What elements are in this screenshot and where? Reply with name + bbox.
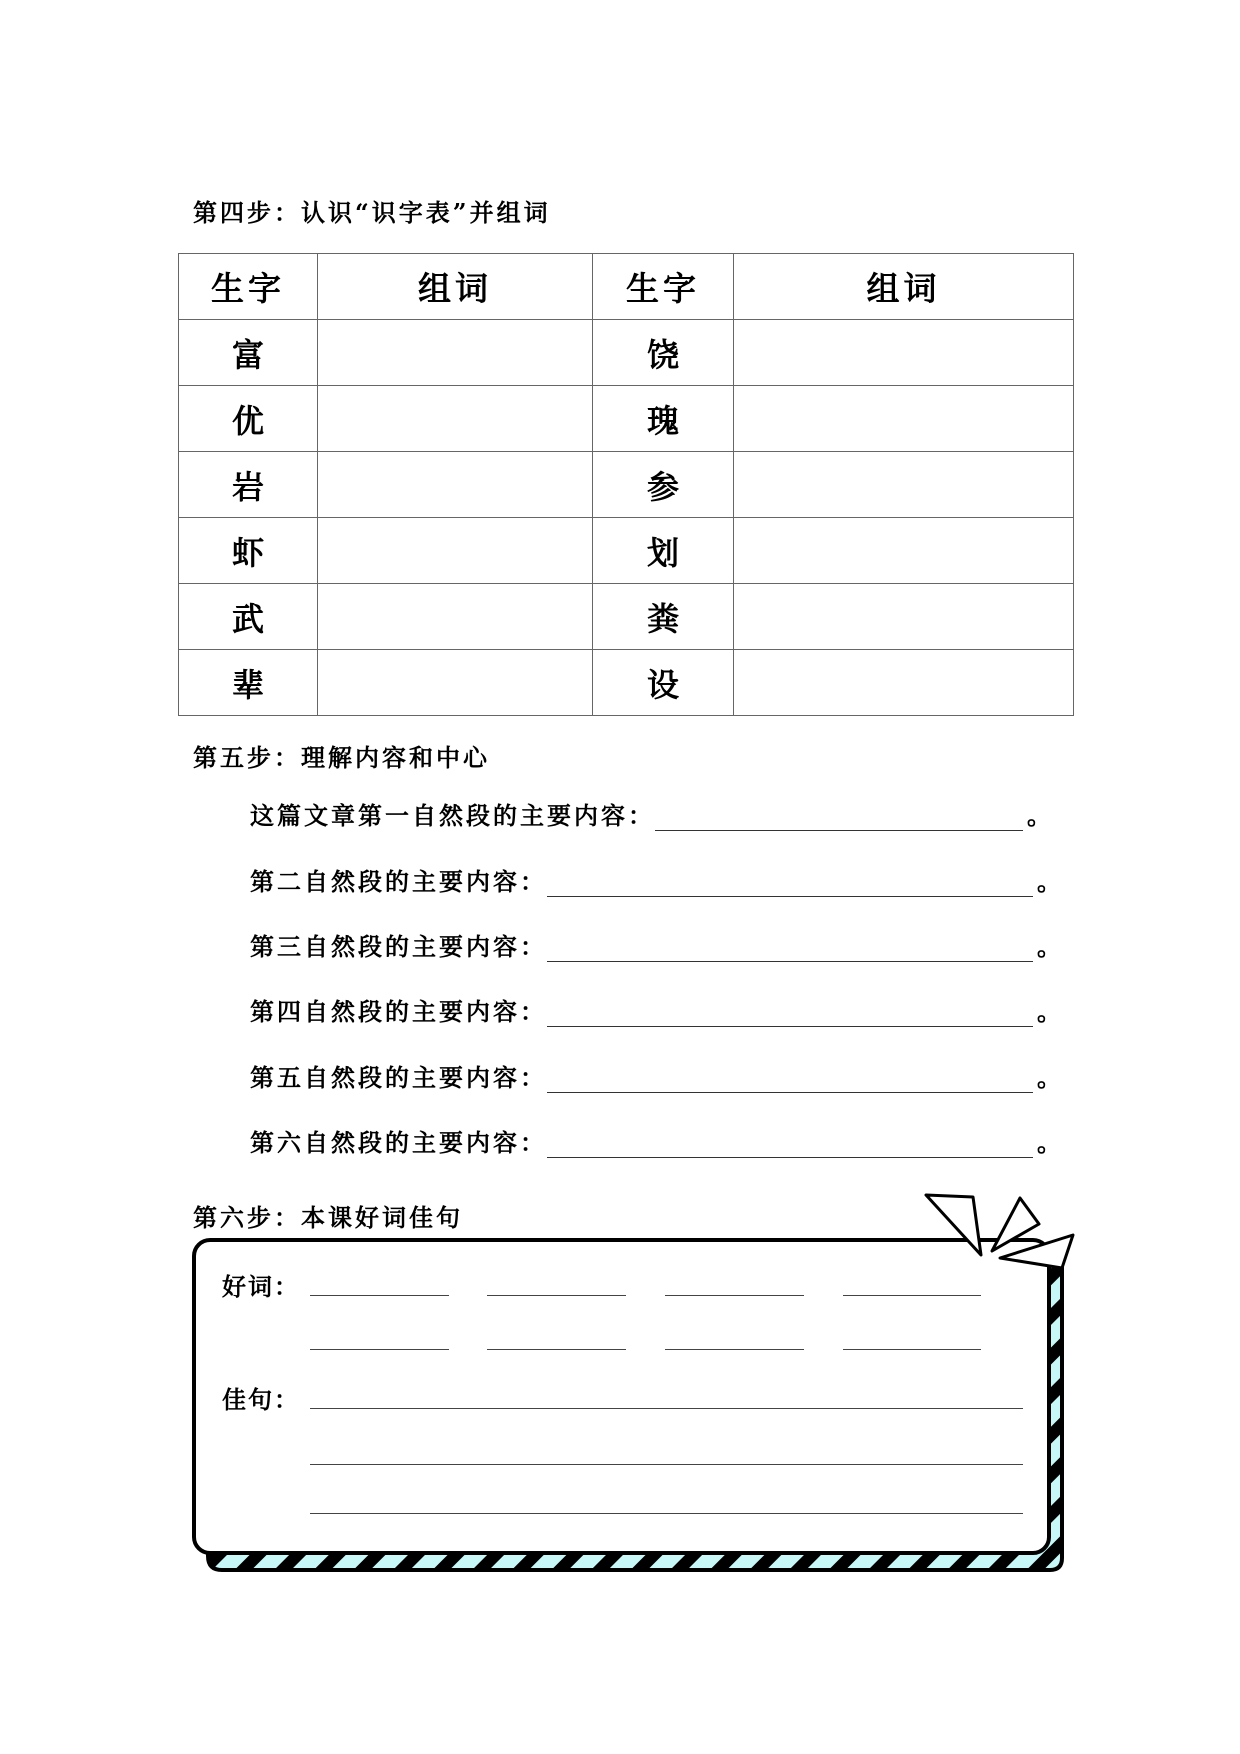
char-cell: 瑰 [593, 386, 734, 452]
char-cell: 辈 [179, 650, 318, 716]
good-word-line[interactable] [843, 1295, 981, 1296]
good-sentence-line[interactable] [310, 1408, 1023, 1409]
header-char: 生字 [179, 254, 318, 320]
question-label: 这篇文章第一自然段的主要内容： [250, 801, 655, 830]
frame-box [194, 1240, 1049, 1553]
char-cell: 粪 [593, 584, 734, 650]
good-word-line[interactable] [310, 1349, 449, 1350]
period: 。 [1027, 801, 1054, 830]
step5-title: 第五步：理解内容和中心 [193, 743, 490, 772]
question-label: 第四自然段的主要内容： [250, 997, 547, 1026]
period: 。 [1037, 1128, 1064, 1157]
period: 。 [1037, 1063, 1064, 1092]
question-label: 第六自然段的主要内容： [250, 1128, 547, 1157]
char-cell: 岩 [179, 452, 318, 518]
question-label: 第三自然段的主要内容： [250, 932, 547, 961]
period: 。 [1037, 997, 1064, 1026]
period: 。 [1037, 867, 1064, 896]
header-words: 组词 [734, 254, 1074, 320]
char-cell: 设 [593, 650, 734, 716]
header-char: 生字 [593, 254, 734, 320]
char-cell: 划 [593, 518, 734, 584]
good-word-line[interactable] [487, 1295, 626, 1296]
good-word-line[interactable] [843, 1349, 981, 1350]
period: 。 [1037, 932, 1064, 961]
char-cell: 虾 [179, 518, 318, 584]
char-cell: 富 [179, 320, 318, 386]
step6-title: 第六步：本课好词佳句 [193, 1203, 463, 1232]
char-cell: 武 [179, 584, 318, 650]
header-words: 组词 [318, 254, 593, 320]
char-cell: 优 [179, 386, 318, 452]
good-word-line[interactable] [665, 1295, 804, 1296]
char-cell: 参 [593, 452, 734, 518]
step4-title: 第四步：认识“识字表”并组词 [193, 198, 551, 227]
char-cell: 饶 [593, 320, 734, 386]
question-label: 第二自然段的主要内容： [250, 867, 547, 896]
good-word-line[interactable] [487, 1349, 626, 1350]
good-sentence-line[interactable] [310, 1513, 1023, 1514]
good-sentences-label: 佳句： [222, 1385, 300, 1414]
question-label: 第五自然段的主要内容： [250, 1063, 547, 1092]
good-sentence-line[interactable] [310, 1464, 1023, 1465]
good-word-line[interactable] [310, 1295, 449, 1296]
good-word-line[interactable] [665, 1349, 804, 1350]
good-words-label: 好词： [222, 1272, 300, 1301]
